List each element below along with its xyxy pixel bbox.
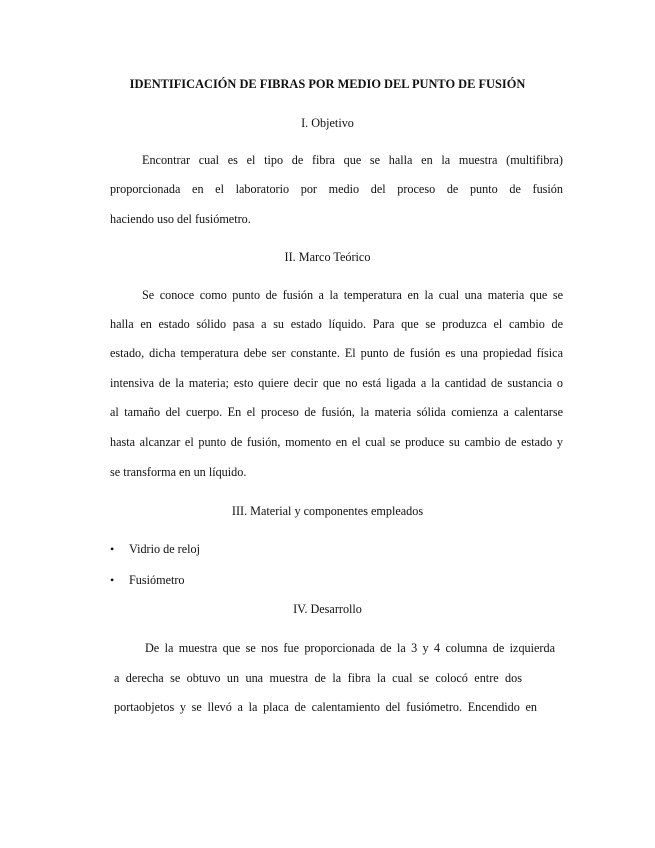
section-heading-desarrollo: IV. Desarrollo bbox=[293, 602, 362, 616]
paragraph-line: Se conoce como punto de fusión a la temperatura en la cual una materia que se bbox=[142, 288, 563, 302]
paragraph-line: proporcionada en el laboratorio por medio del proceso de punto de fusión bbox=[110, 182, 563, 196]
paragraph-line: Encontrar cual es el tipo de fibra que se halla en la muestra (multifibra) bbox=[142, 153, 563, 167]
list-item: Fusiómetro bbox=[129, 573, 185, 587]
paragraph-line: hasta alcanzar el punto de fusión, momento en el cual se produce su cambio de estado y bbox=[110, 435, 563, 449]
paragraph-line: al tamaño del cuerpo. En el proceso de fusión, la materia sólida comienza a calentarse bbox=[110, 405, 563, 419]
bullet-dot-icon: • bbox=[110, 573, 115, 587]
list-item: Vidrio de reloj bbox=[129, 542, 201, 556]
bullet-dot-icon: • bbox=[110, 542, 115, 556]
section-heading-objetivo: I. Objetivo bbox=[301, 116, 354, 130]
paragraph-line: haciendo uso del fusiómetro. bbox=[110, 212, 251, 226]
document-title: IDENTIFICACIÓN DE FIBRAS POR MEDIO DEL PUNTO DE FUSIÓN bbox=[129, 77, 526, 91]
paragraph-line: halla en estado sólido pasa a su estado líquido. Para que se produzca el cambio de bbox=[110, 317, 563, 331]
paragraph-line: a derecha se obtuvo un una muestra de la fibra la cual se colocó entre dos bbox=[114, 671, 522, 685]
paragraph-line: estado, dicha temperatura debe ser constante. El punto de fusión es una propiedad física bbox=[110, 346, 563, 360]
section-heading-material: III. Material y componentes empleados bbox=[231, 504, 424, 518]
section-heading-marco-teorico: II. Marco Teórico bbox=[284, 250, 371, 264]
paragraph-line: De la muestra que se nos fue proporcionada de la 3 y 4 columna de izquierda bbox=[145, 641, 555, 655]
paragraph-line: se transforma en un líquido. bbox=[110, 465, 247, 479]
paragraph-line: portaobjetos y se llevó a la placa de calentamiento del fusiómetro. Encendido en bbox=[114, 700, 537, 714]
paragraph-line: intensiva de la materia; esto quiere decir que no está ligada a la cantidad de sustancia o bbox=[110, 376, 563, 390]
